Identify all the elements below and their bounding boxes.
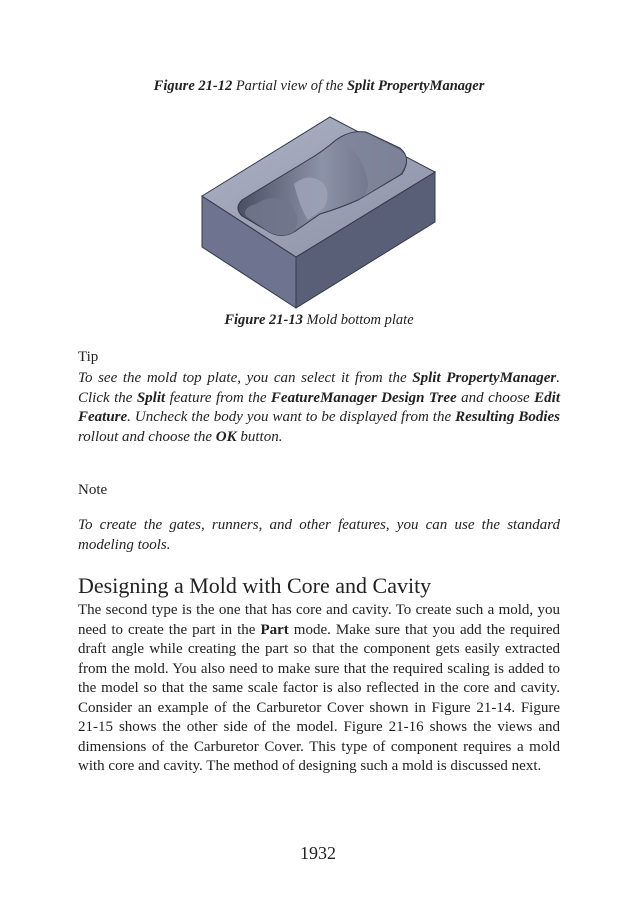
section-heading: Designing a Mold with Core and Cavity <box>78 573 432 598</box>
mold-bottom-plate-figure <box>190 112 446 312</box>
figure-21-12-caption: Figure 21-12 Partial view of the Split PropertyManager <box>153 78 485 94</box>
tip-label: Tip <box>78 349 99 365</box>
section-body: The second type is the one that has core and cavity. To create such a mold, you need to create the part in the Part mode. Make sure that you add the required draft angle while creating the part so that the component gets easily extracted from the mold. You also need to make sure that the required scaling is added to the model so that the same scale factor is also reflected in the core and cavity. Consider an example of the Carburetor Cover shown in Figure 21-14. Figure 21-15 shows the other side of the model. Figure 21-16 shows the views and dimensions of the Carburetor Cover. This type of component requires a mold with core and cavity. The method of designing such a mold is discussed next. <box>78 602 560 774</box>
page-number: 1932 <box>300 843 336 863</box>
note-body: To create the gates, runners, and other features, you can use the standard modeling tools. <box>78 517 560 553</box>
figure-21-13-caption: Figure 21-13 Mold bottom plate <box>224 312 414 328</box>
tip-body: To see the mold top plate, you can select it from the Split PropertyManager. Click the Split feature from the FeatureManager Design Tree and choose Edit Feature. Uncheck the body you want to be displayed from the Resulting Bodies rollout and choose the OK button. <box>78 370 560 445</box>
note-label: Note <box>78 482 108 498</box>
